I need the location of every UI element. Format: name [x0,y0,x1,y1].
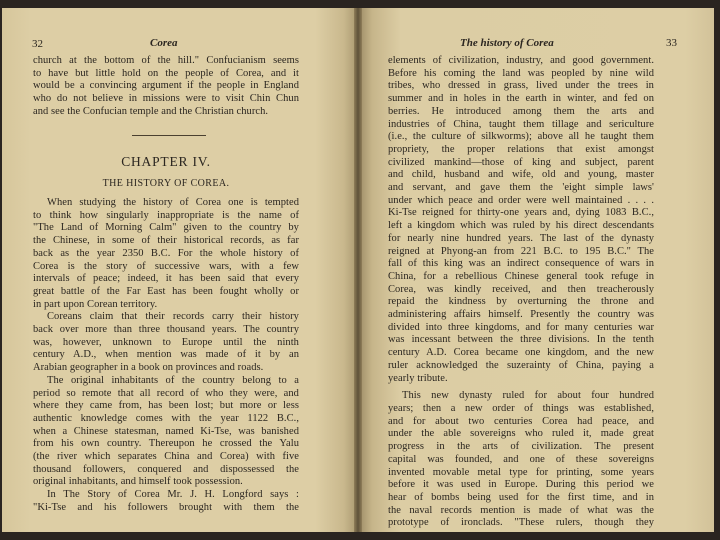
text-line: ruler acknowledged the suzerainty of China, paying a [388,359,654,371]
text-line: Coreans claim that their records carry their history [47,311,299,323]
text-line: under which peace and order were well maintained . . . . [388,194,654,206]
text-line: under the able sovereigns who ruled it, made great [388,428,654,440]
text-line: back over more than three thousand years. The country [33,324,299,336]
text-line: where they came from, has been lost; but more or less [33,400,299,412]
right-body [388,55,654,530]
text-line: in part upon Corean territory. [33,298,158,310]
text-line: fall of this king was an indirect consequence of wars in [388,258,654,270]
text-line: reigned at Phyong-an from 221 B.C. to 195 B.C." The [388,245,654,257]
left-opening-paragraph [33,55,299,119]
text-line: When studying the history of Corea one is tempted [47,197,299,208]
text-line: civilized mankind—those of king and subject, parent [388,156,654,168]
text-line: summer and in holes in the earth in winter, and fed on [388,93,654,105]
text-line: for nearly nine hundred years. The last of the dynasty [388,232,654,244]
text-line: would be a convincing argument if the people in England [33,80,299,92]
text-line: invented movable metal type for printing, some years [388,466,654,478]
text-line: was, however, unknown to Europe until the ninth [33,336,299,348]
text-line: and servant, and gave them the 'eight simple laws' [388,182,654,194]
paragraph [388,390,654,530]
text-line: "The Land of Morning Calm" given to the country by [33,222,299,234]
section-divider [132,135,206,136]
text-line: intervals of peace; indeed, it has been said that every [33,273,299,285]
text-line: divided into three kingdoms, and for many centuries war [388,321,654,333]
text-line: repaid the kindness by overturning the throne and [388,296,654,308]
text-line: tribes, who dressed in grass, lived under the trees in [388,80,654,92]
text-line: great battle of the Far East has been fought wholly or [33,285,299,297]
text-line: years; then a new order of things was established, [388,402,654,414]
left-body [33,197,299,515]
text-line: before it was used in Europe. During this period we [388,479,654,491]
text-line: century A.D. Corea became one kingdom, and the new [388,347,654,359]
text-line: elements of civilization, industry, and good government. [388,55,654,66]
paragraph [388,55,654,385]
text-line: Arabian geographer in a book on provinces and roads. [33,362,264,374]
text-line: capital was founded, and one of these sovereigns [388,453,654,465]
text-line: period so remote that all record of who they were, and [33,387,299,399]
text-line: original inhabitants, and himself took possession. [33,476,243,488]
text-line: thousand followers, conquered and dispossessed the [33,463,299,475]
left-page-number: 32 [32,38,43,50]
text-line: Corea, was kindly received, and then treacherously [388,283,654,295]
text-line: was incessant between the three divisions. In the tenth [388,334,654,346]
left-running-head: Corea [150,37,178,49]
text-line: the Chinese, in some of their historical records, as far [33,235,299,247]
text-line: back as the year 2350 B.C. For the whole history of [33,247,299,259]
paragraph [33,311,299,375]
text-line: authentic knowledge comes with the year 1122 B.C., [33,412,299,424]
text-line: prototype of ironclads. "These rulers, though they [388,517,654,529]
text-line: hear of bombs being used for the first time, and in [388,491,654,503]
book-gutter [354,8,362,532]
text-line: century A.D., when mention was made of it by an [33,349,299,361]
text-line: church at the bottom of the hill." Confucianism seems [33,55,299,66]
text-line: The original inhabitants of the country belong to a [47,374,299,386]
text-line: and child, husband and wife, old and young, master [388,169,654,181]
text-line: administering affairs himself. Presently the country was [388,309,654,321]
right-running-head: The history of Corea [460,37,554,49]
text-line: industries of China, taught them tillage and sericulture [388,118,654,130]
paragraph [33,489,299,514]
text-line: progress in the arts of civilization. The present [388,441,654,453]
text-line: "Ki-Tse and his followers brought with them the [33,501,299,513]
chapter-heading: CHAPTER IV. [121,154,211,169]
text-line: who do not believe in missions were to visit Chin Chun [33,93,299,105]
text-line: when a Chinese statesman, named Ki-Tse, was banished [33,425,299,437]
paragraph [33,197,299,311]
right-page-number: 33 [666,37,677,49]
text-line: This new dynasty ruled for about four hundred [402,390,654,402]
text-line: the naval records mention is made of what was the [388,504,654,516]
text-line: (i.e., the culture of silkworms); above all he taught them [388,131,654,143]
text-line: berries. He introduced among them the arts and [388,105,654,117]
chapter-subtitle: THE HISTORY OF COREA. [102,178,230,189]
text-line: Ki-Tse reigned for thirty-one years and, dying 1083 B.C., [388,207,654,219]
text-line: and see the Confucian temple and the Christian church. [33,105,269,117]
text-line: left a kingdom which was ruled by his direct descendants [388,220,654,232]
text-line: to think how singularly inappropriate is the name of [33,209,299,221]
text-line: and for about two centuries Corea had peace, and [388,415,654,427]
text-line: China, for a rebellious Chinese general took refuge in [388,270,654,282]
paragraph [33,375,299,489]
text-line: Before his coming the land was peopled by nine wild [388,67,654,79]
text-line: yearly tribute. [388,372,448,384]
text-line: to have but little hold on the people of Corea, and it [33,67,299,79]
text-line: from his own country. Thereupon he crossed the Yalu [33,438,299,450]
text-line: In The Story of Corea Mr. J. H. Longford says : [47,489,299,501]
text-line: Corea is the story of successive wars, with a few [33,260,299,272]
text-line: propriety, the proper relations that exist amongst [388,143,654,155]
text-line: (the river which separates China and Corea) with five [33,451,299,463]
